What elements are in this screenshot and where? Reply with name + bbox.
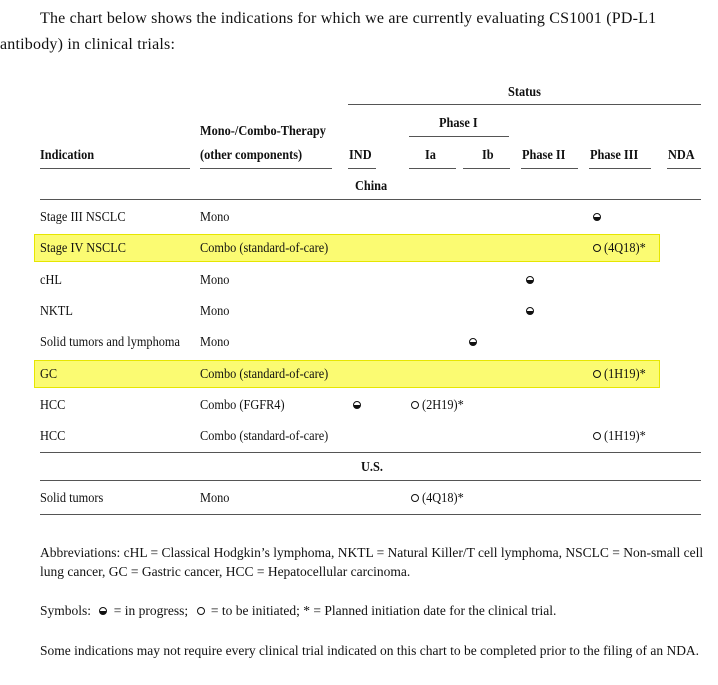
header-underline — [667, 168, 701, 169]
to-be-initiated-icon — [593, 432, 601, 440]
abbreviations-note: Abbreviations: cHL = Classical Hodgkin’s lymphoma, NKTL = Natural Killer/T cell lymphoma, NSCLC = Non-small cell lung cancer, GC = Gastric cancer, HCC = Hepatocellular carcinoma. — [40, 545, 704, 579]
header-underline — [348, 168, 376, 169]
header-underline — [409, 168, 456, 169]
row-indication: Solid tumors and lymphoma — [40, 335, 180, 350]
to-be-initiated-icon — [197, 607, 205, 615]
symbols-to-be-initiated: = to be initiated; — [210, 603, 300, 618]
row-date-note: (1H19)* — [604, 367, 646, 382]
row-indication: cHL — [40, 273, 62, 288]
symbols-in-progress: = in progress; — [113, 603, 189, 618]
symbols-prefix: Symbols: — [40, 603, 92, 618]
status-rule — [348, 104, 701, 105]
row-date-note: (4Q18)* — [422, 491, 464, 506]
row-therapy: Mono — [200, 273, 230, 288]
row-therapy: Combo (FGFR4) — [200, 398, 285, 413]
region-rule — [40, 480, 701, 481]
row-date-note: (2H19)* — [422, 398, 464, 413]
header-underline — [200, 168, 332, 169]
row-therapy: Combo (standard-of-care) — [200, 241, 329, 256]
phase1-rule — [409, 136, 509, 137]
row-highlight — [34, 360, 660, 388]
header-phase1: Phase I — [439, 116, 478, 131]
row-indication: GC — [40, 367, 58, 382]
row-indication: HCC — [40, 429, 66, 444]
row-indication: Solid tumors — [40, 491, 104, 506]
row-indication: NKTL — [40, 304, 73, 319]
symbols-planned: * = Planned initiation date for the clinical trial. — [303, 603, 557, 618]
header-therapy-line1: Mono-/Combo-Therapy — [200, 124, 326, 139]
in-progress-icon — [353, 401, 361, 409]
to-be-initiated-icon — [593, 370, 601, 378]
to-be-initiated-icon — [411, 401, 419, 409]
header-nda: NDA — [668, 148, 695, 163]
row-therapy: Mono — [200, 210, 230, 225]
row-date-note: (1H19)* — [604, 429, 646, 444]
header-indication: Indication — [40, 148, 95, 163]
row-therapy: Combo (standard-of-care) — [200, 367, 329, 382]
row-therapy: Mono — [200, 335, 230, 350]
row-highlight — [34, 234, 660, 262]
in-progress-icon — [469, 338, 477, 346]
region-us: U.S. — [361, 460, 383, 475]
header-ind: IND — [349, 148, 372, 163]
region-rule — [40, 452, 701, 453]
header-phase2: Phase II — [522, 148, 566, 163]
row-therapy: Mono — [200, 304, 230, 319]
in-progress-icon — [593, 213, 601, 221]
header-therapy-line2: (other components) — [200, 148, 303, 163]
row-therapy: Combo (standard-of-care) — [200, 429, 329, 444]
row-indication: HCC — [40, 398, 66, 413]
row-date-note: (4Q18)* — [604, 241, 646, 256]
header-ia: Ia — [425, 148, 436, 163]
symbols-legend — [40, 601, 708, 620]
intro-paragraph: The chart below shows the indications for which we are currently evaluating CS1001 (PD-L1 antibody) in clinical trials: — [0, 10, 657, 53]
header-underline — [463, 168, 510, 169]
in-progress-icon — [526, 307, 534, 315]
disclaimer-note: Some indications may not require every clinical trial indicated on this chart to be completed prior to the filing of an NDA. — [40, 643, 700, 658]
in-progress-icon — [99, 607, 107, 615]
header-ib: Ib — [482, 148, 494, 163]
to-be-initiated-icon — [411, 494, 419, 502]
table-bottom-rule — [40, 514, 701, 515]
header-phase3: Phase III — [590, 148, 639, 163]
in-progress-icon — [526, 276, 534, 284]
row-indication: Stage IV NSCLC — [40, 241, 127, 256]
to-be-initiated-icon — [593, 244, 601, 252]
region-china: China — [355, 179, 388, 194]
row-indication: Stage III NSCLC — [40, 210, 126, 225]
header-status: Status — [508, 85, 541, 100]
header-underline — [521, 168, 578, 169]
header-underline — [40, 168, 190, 169]
header-underline — [589, 168, 651, 169]
row-therapy: Mono — [200, 491, 230, 506]
region-rule — [40, 199, 701, 200]
